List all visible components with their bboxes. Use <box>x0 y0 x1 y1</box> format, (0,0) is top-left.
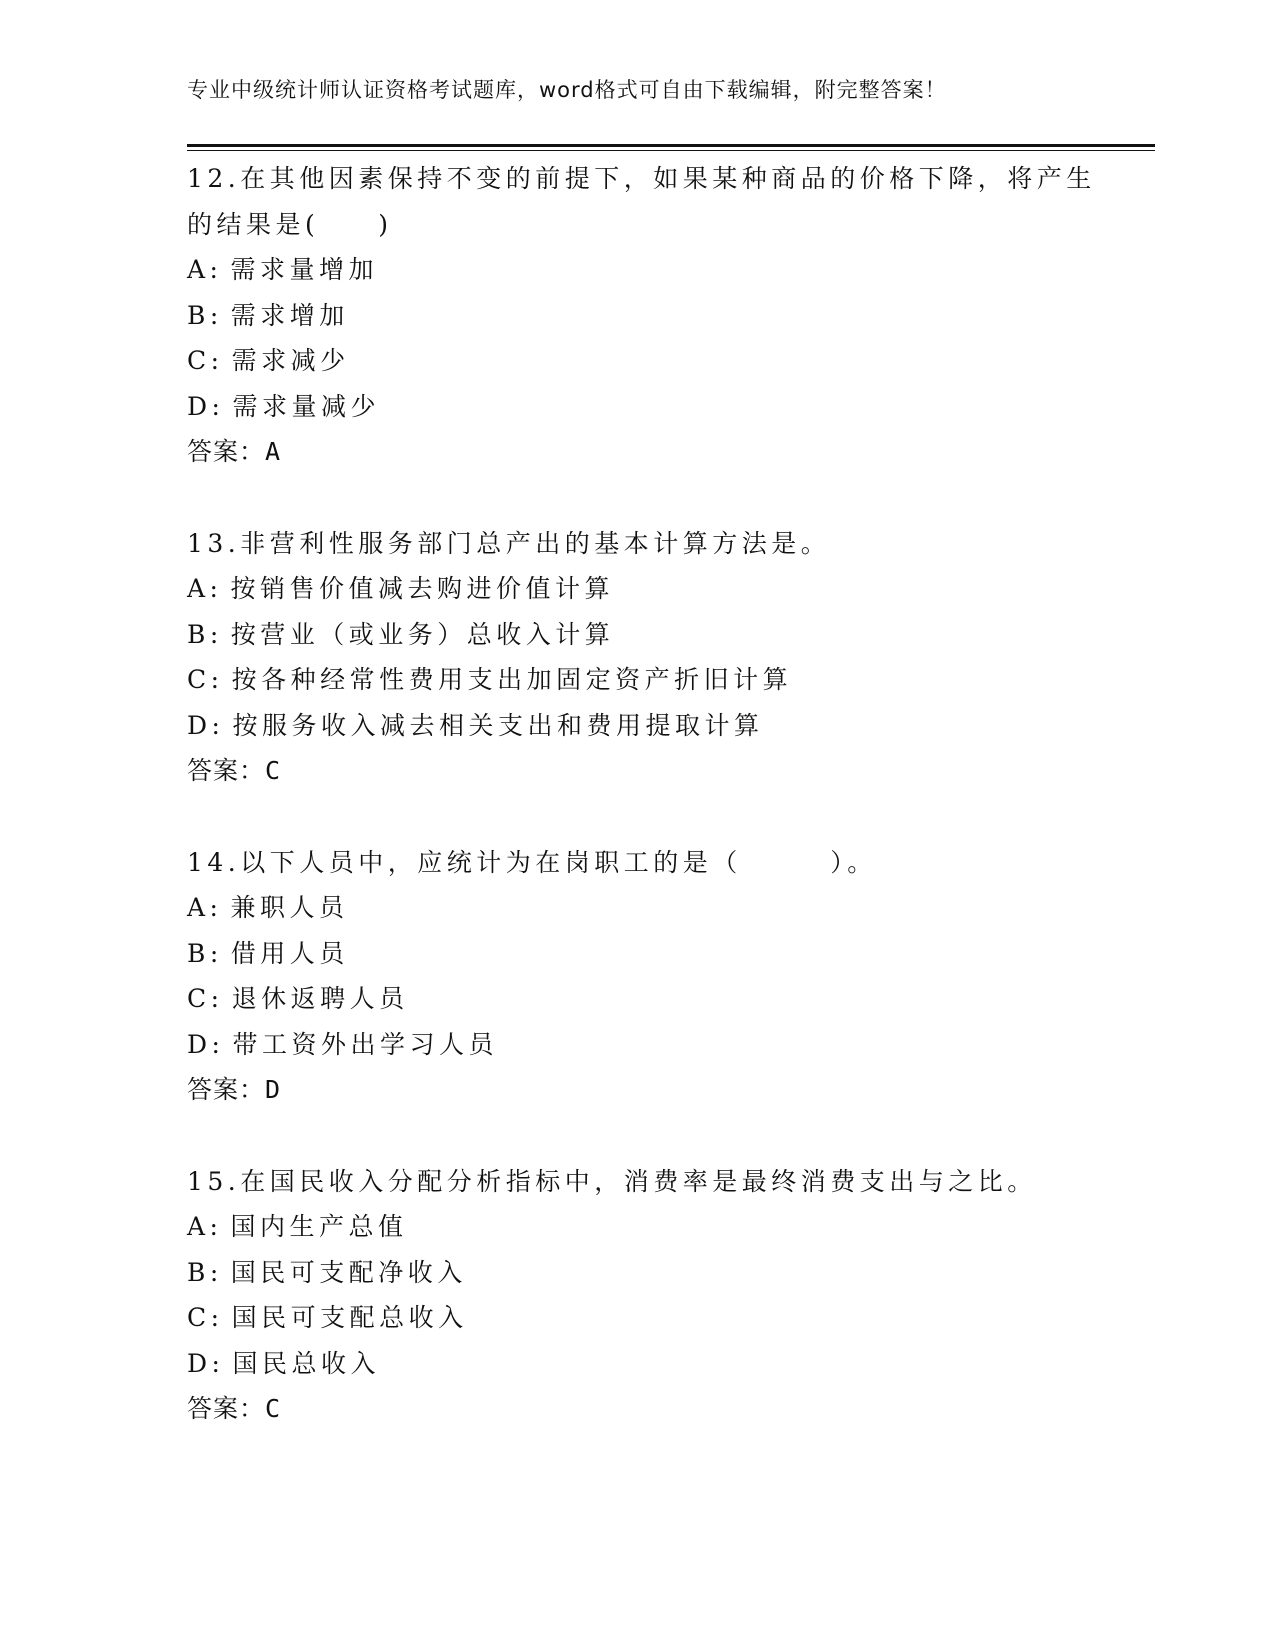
option-text: 需求增加 <box>230 300 349 330</box>
option-a <box>187 1204 1087 1250</box>
question-number: 12. <box>187 164 241 193</box>
question-stem <box>187 840 1087 886</box>
option-c <box>187 976 1087 1022</box>
option-text: 退休返聘人员 <box>231 984 409 1013</box>
question-number: 13. <box>187 528 241 558</box>
option-d <box>187 703 1087 749</box>
question-12 <box>187 156 1096 475</box>
option-b <box>187 293 1087 339</box>
answer-line <box>187 1067 1087 1113</box>
option-b <box>187 612 1087 658</box>
option-letter: C: <box>187 346 224 375</box>
question-stem-text: 以下人员中，应统计为在岗职工的是（ ）。 <box>240 847 877 877</box>
page-header: 专业中级统计师认证资格考试题库，word格式可自由下载编辑，附完整答案！ <box>187 78 947 102</box>
option-text: 国民可支配总收入 <box>231 1303 468 1332</box>
answer-value: D <box>265 1075 282 1104</box>
option-letter: A: <box>187 893 223 922</box>
option-letter: C: <box>187 665 224 694</box>
answer-value: C <box>265 756 282 785</box>
option-text: 按服务收入减去相关支出和费用提取计算 <box>232 710 764 740</box>
option-a <box>187 885 1087 931</box>
option-text: 兼职人员 <box>230 893 349 922</box>
option-letter: D: <box>187 710 225 740</box>
option-letter: B: <box>187 1257 223 1287</box>
option-letter: C: <box>187 1303 224 1332</box>
option-letter: B: <box>187 619 223 649</box>
answer-label: 答案： <box>187 437 266 466</box>
option-d <box>187 1341 1087 1387</box>
option-text: 需求减少 <box>231 346 350 375</box>
answer-label: 答案： <box>187 1075 266 1104</box>
question-15 <box>187 1159 1087 1432</box>
header-rule-thick <box>187 144 1155 147</box>
header-rule-thin <box>187 150 1155 151</box>
option-letter: D: <box>187 1029 225 1059</box>
question-stem-continued: 的结果是( ) <box>187 209 393 239</box>
option-b <box>187 1250 1087 1296</box>
option-letter: D: <box>187 1348 225 1378</box>
option-b <box>187 931 1087 977</box>
question-number: 14. <box>187 847 241 877</box>
option-text: 按营业（或业务）总收入计算 <box>230 619 615 649</box>
answer-value: C <box>265 1394 282 1423</box>
option-a <box>187 566 1087 612</box>
option-a <box>187 247 1087 293</box>
option-text: 按各种经常性费用支出加固定资产折旧计算 <box>231 665 793 694</box>
question-stem-text: 非营利性服务部门总产出的基本计算方法是。 <box>240 528 831 558</box>
question-stem <box>187 156 1096 202</box>
option-letter: A: <box>187 1212 223 1241</box>
question-number: 15. <box>187 1166 241 1196</box>
question-stem-text: 在其他因素保持不变的前提下，如果某种商品的价格下降，将产生 <box>240 164 1096 193</box>
option-letter: C: <box>187 984 224 1013</box>
question-stem <box>187 1159 1087 1205</box>
option-letter: D: <box>187 391 225 421</box>
option-c <box>187 338 1087 384</box>
option-letter: B: <box>187 300 223 330</box>
answer-line <box>187 429 1087 475</box>
option-letter: B: <box>187 938 223 968</box>
option-text: 国民可支配净收入 <box>230 1257 467 1287</box>
option-text: 国内生产总值 <box>230 1212 408 1241</box>
option-text: 借用人员 <box>230 938 349 968</box>
option-d <box>187 384 1087 430</box>
answer-label: 答案： <box>187 756 266 785</box>
option-letter: A: <box>187 255 223 284</box>
option-letter: A: <box>187 574 223 603</box>
answer-line <box>187 748 1087 794</box>
option-c <box>187 1295 1087 1341</box>
option-text: 国民总收入 <box>232 1348 380 1378</box>
answer-line <box>187 1386 1087 1432</box>
question-14 <box>187 840 1087 1113</box>
question-13 <box>187 521 1087 794</box>
option-text: 带工资外出学习人员 <box>232 1029 498 1059</box>
question-stem-text: 在国民收入分配分析指标中，消费率是最终消费支出与之比。 <box>240 1166 1037 1196</box>
option-d <box>187 1022 1087 1068</box>
option-c <box>187 657 1087 703</box>
option-text: 需求量增加 <box>230 255 378 284</box>
question-stem <box>187 521 1087 567</box>
question-list <box>187 156 1096 1478</box>
option-text: 按销售价值减去购进价值计算 <box>230 574 614 603</box>
answer-label: 答案： <box>187 1394 266 1423</box>
option-text: 需求量减少 <box>232 391 380 421</box>
answer-value: A <box>265 437 282 466</box>
